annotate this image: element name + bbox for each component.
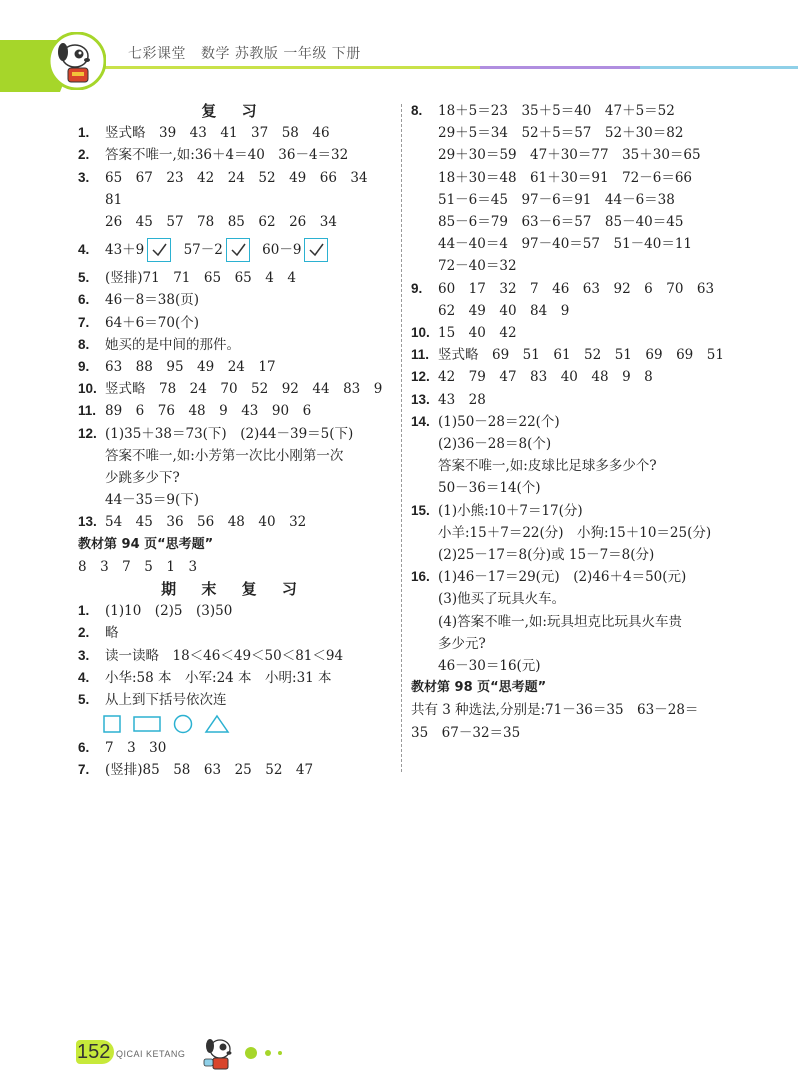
- item-text: 15 40 42: [438, 325, 517, 342]
- answer-item: [78, 122, 390, 144]
- answer-item: [78, 622, 390, 644]
- right-column: [411, 100, 731, 744]
- item-number: 12.: [78, 425, 97, 441]
- check-icon: [227, 239, 249, 261]
- section-title-final-review: 期 末 复 习: [161, 580, 307, 599]
- mascot-footer-icon: [200, 1033, 240, 1073]
- mascot-dog-icon: [48, 32, 106, 90]
- answer-item: [78, 400, 390, 422]
- rectangle-icon: [132, 714, 162, 734]
- expression-c: 60－9: [262, 242, 302, 259]
- check-box: [226, 238, 250, 262]
- item-text: (1)10 (2)5 (3)50: [105, 603, 233, 620]
- item-number: 13.: [411, 391, 430, 407]
- item-text: 29＋30＝59 47＋30＝77 35＋30＝65: [438, 147, 701, 164]
- check-icon: [305, 239, 327, 261]
- item-number: 16.: [411, 569, 430, 585]
- item-number: 10.: [78, 381, 97, 397]
- item-number: 1.: [78, 125, 90, 141]
- item-number: 11.: [411, 347, 430, 363]
- item-number: 3.: [78, 647, 90, 663]
- section-title-review: 复 习: [201, 102, 267, 120]
- item-text: (3)他买了玩具火车。: [438, 591, 566, 608]
- item-text: 答案不唯一,如:36＋4＝40 36－4＝32: [105, 147, 349, 164]
- item-text: 从上到下括号依次连: [105, 692, 227, 709]
- item-text: 18＋30＝48 61＋30＝91 72－6＝66: [438, 169, 693, 186]
- item-text: (1)50－28＝22(个): [438, 413, 560, 430]
- item-text: 62 49 40 84 9: [438, 302, 570, 319]
- item-number: 5.: [78, 692, 90, 708]
- think-question-answer: 35 67－32＝35: [411, 724, 521, 741]
- item-text: 她买的是中间的那件。: [105, 336, 240, 353]
- item-number: 14.: [411, 413, 430, 429]
- check-box: [304, 238, 328, 262]
- expression-a: 43＋9: [105, 242, 145, 259]
- check-box: [147, 238, 171, 262]
- circle-icon: [172, 713, 194, 735]
- item-number: 13.: [78, 514, 97, 530]
- item-text: 64＋6＝70(个): [105, 314, 199, 331]
- item-number: 8.: [411, 103, 423, 118]
- answer-item: [78, 144, 390, 166]
- triangle-icon: [204, 713, 230, 735]
- answer-item: [78, 423, 390, 512]
- item-number: 4.: [78, 669, 90, 685]
- think-question-answer: 8 3 7 5 1 3: [78, 558, 198, 575]
- item-text: 小羊:15＋7＝22(分) 小狗:15＋10＝25(分): [438, 524, 712, 541]
- item-text: 7 3 30: [105, 740, 167, 757]
- answer-item: [411, 278, 731, 322]
- answer-item-checkboxes: [78, 233, 390, 267]
- header-subject: 数学 苏教版 一年级 下册: [200, 46, 361, 62]
- answer-item: [78, 511, 390, 533]
- item-text: 46－8＝38(页): [105, 292, 199, 309]
- item-text: 答案不唯一,如:皮球比足球多多少个?: [438, 458, 657, 475]
- item-text: (竖排)71 71 65 65 4 4: [105, 270, 296, 287]
- answer-item: [411, 411, 731, 500]
- answer-item: [78, 645, 390, 667]
- item-text: (1)小熊:10＋7＝17(分): [438, 502, 583, 519]
- think-question-title: 教材第 94 页“思考题”: [78, 536, 214, 552]
- answer-item: [78, 267, 390, 289]
- item-number: 3.: [78, 169, 90, 185]
- page-number: 152: [76, 1040, 114, 1064]
- item-text: 51－6＝45 97－6＝91 44－6＝38: [438, 191, 675, 208]
- item-number: 9.: [411, 280, 423, 296]
- item-text: 60 17 32 7 46 63 92 6 70 63: [438, 280, 715, 297]
- answer-item: [411, 566, 731, 677]
- dots-decoration-icon: [244, 1046, 290, 1060]
- item-number: 11.: [78, 403, 97, 419]
- answer-item: [78, 312, 390, 334]
- item-text: 少跳多少下?: [105, 470, 180, 487]
- header-decoration: [0, 0, 800, 100]
- item-text: 竖式略 69 51 61 52 51 69 69 51: [438, 347, 724, 364]
- item-text: (1)46－17＝29(元) (2)46＋4＝50(元): [438, 569, 687, 586]
- check-icon: [148, 239, 170, 261]
- header-brand: 七彩课堂: [128, 46, 186, 62]
- item-text: 54 45 36 56 48 40 32: [105, 514, 307, 531]
- think-question-title: 教材第 98 页“思考题”: [411, 680, 547, 696]
- answer-item: [411, 322, 731, 344]
- answer-item: [411, 100, 731, 278]
- item-text: (1)35＋38＝73(下) (2)44－39＝5(下): [105, 425, 354, 442]
- answer-item: [78, 356, 390, 378]
- item-number: 1.: [78, 603, 90, 619]
- item-text: 读一读略 18＜46＜49＜50＜81＜94: [105, 647, 344, 664]
- item-number: 2.: [78, 147, 90, 163]
- item-text: 89 6 76 48 9 43 90 6: [105, 403, 312, 420]
- answer-item: [411, 344, 731, 366]
- footer-brand: QICAI KETANG: [116, 1049, 186, 1059]
- item-number: 6.: [78, 292, 90, 308]
- left-column: [78, 100, 390, 782]
- item-number: 8.: [78, 336, 90, 352]
- answer-item: [411, 366, 731, 388]
- item-text: 85－6＝79 63－6＝57 85－40＝45: [438, 214, 684, 231]
- item-number: 15.: [411, 502, 430, 518]
- item-text: 44－40＝4 97－40＝57 51－40＝11: [438, 236, 693, 253]
- answer-item: [411, 389, 731, 411]
- answer-item: [78, 737, 390, 759]
- item-number: 7.: [78, 762, 90, 778]
- answer-item: [78, 667, 390, 689]
- item-text: 42 79 47 83 40 48 9 8: [438, 369, 653, 386]
- item-text: 46－30＝16(元): [438, 658, 541, 675]
- page-header: [0, 0, 800, 100]
- answer-item: [78, 600, 390, 622]
- think-question-answer: 共有 3 种选法,分别是:71－36＝35 63－28＝: [411, 702, 699, 719]
- expression-b: 57－2: [183, 242, 223, 259]
- item-text: 略: [105, 625, 119, 642]
- item-text: (4)答案不唯一,如:玩具坦克比玩具火车贵: [438, 613, 682, 630]
- answer-item: [78, 759, 390, 781]
- item-text: (2)36－28＝8(个): [438, 436, 552, 453]
- item-number: 5.: [78, 270, 90, 286]
- item-text: 29＋5＝34 52＋5＝57 52＋30＝82: [438, 125, 684, 142]
- item-text: 多少元?: [438, 635, 486, 652]
- item-text: (2)25－17＝8(分)或 15－7＝8(分): [438, 547, 655, 564]
- column-divider: [401, 104, 402, 772]
- item-text: 小华:58 本 小军:24 本 小明:31 本: [105, 669, 332, 686]
- item-number: 9.: [78, 359, 90, 375]
- item-number: 4.: [78, 242, 90, 258]
- answer-item: [78, 334, 390, 356]
- item-text: 63 88 95 49 24 17: [105, 359, 276, 376]
- answer-item: [78, 378, 390, 400]
- item-text: 竖式略 39 43 41 37 58 46: [105, 125, 330, 142]
- item-number: 12.: [411, 369, 430, 385]
- item-text: 18＋5＝23 35＋5＝40 47＋5＝52: [438, 103, 675, 119]
- item-number: 6.: [78, 740, 90, 756]
- shape-row: [78, 711, 390, 737]
- item-text: 50－36＝14(个): [438, 480, 541, 497]
- item-text: 72－40＝32: [438, 258, 517, 275]
- item-text: 26 45 57 78 85 62 26 34: [105, 214, 337, 231]
- item-text: (竖排)85 58 63 25 52 47: [105, 762, 314, 779]
- item-text: 答案不唯一,如:小芳第一次比小刚第一次: [105, 447, 344, 464]
- answer-item: [411, 500, 731, 567]
- answer-item: [78, 289, 390, 311]
- item-number: 10.: [411, 325, 430, 341]
- answer-item: [78, 689, 390, 711]
- item-text: 43 28: [438, 391, 486, 408]
- header-title: [128, 43, 371, 63]
- item-text: 65 67 23 42 24 52 49 66 34 81: [105, 169, 382, 208]
- item-text: 44－35＝9(下): [105, 492, 199, 509]
- item-text: 竖式略 78 24 70 52 92 44 83 9: [105, 381, 383, 398]
- answer-item: [78, 167, 390, 234]
- square-icon: [102, 714, 122, 734]
- item-number: 7.: [78, 314, 90, 330]
- item-number: 2.: [78, 625, 90, 641]
